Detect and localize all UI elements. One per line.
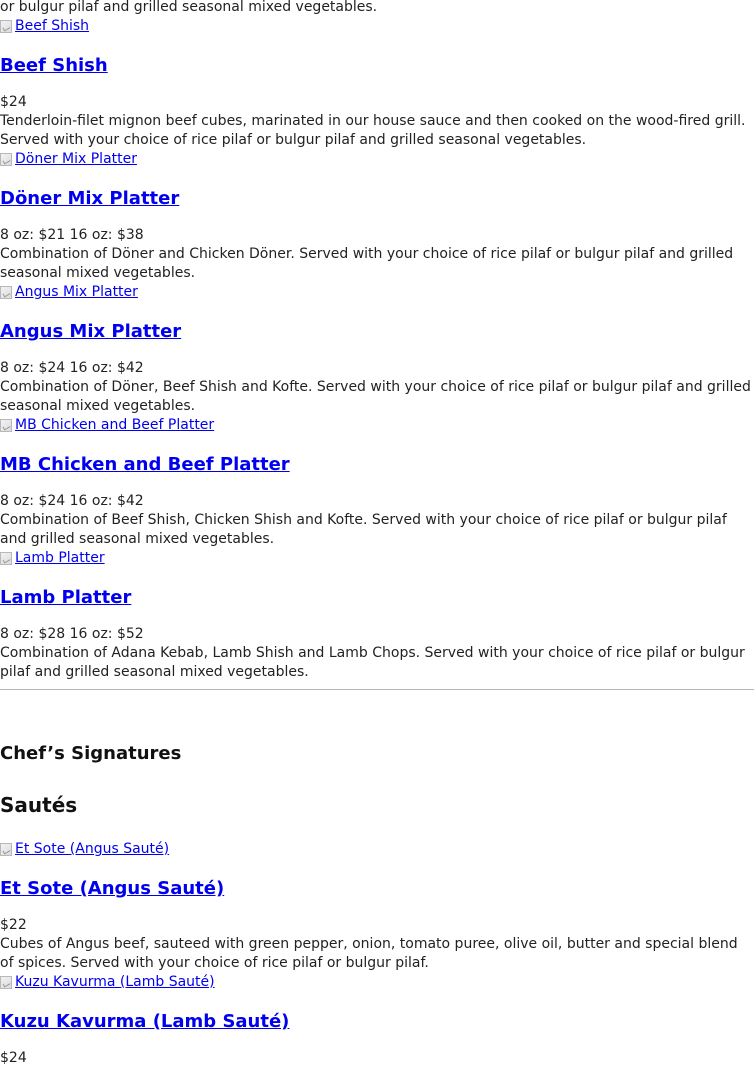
menu-item-description: Cubes of Angus beef, sauteed with green pepper, onion, tomato puree, olive oil, butter and special blend of spices. Served with your choice of rice pilaf or bulgur pilaf. <box>0 936 738 971</box>
image-alt-text: Lamb Platter <box>15 550 105 566</box>
menu-item-angus-mix-platter <box>0 283 754 416</box>
menu-item-lamb-platter <box>0 549 754 682</box>
broken-image-icon <box>0 20 12 33</box>
menu-item-price: 8 oz: $21 16 oz: $38 <box>0 227 144 243</box>
broken-image-icon <box>0 153 12 166</box>
image-alt-text: Beef Shish <box>15 18 90 34</box>
menu-item-price: $22 <box>0 917 27 933</box>
menu-item-title <box>0 877 754 901</box>
menu-item-image-link[interactable] <box>0 840 169 859</box>
section-heading: Chef’s Signatures <box>0 743 182 764</box>
image-alt-text: MB Chicken and Beef Platter <box>15 417 215 433</box>
broken-image-icon <box>0 419 12 432</box>
menu-item-description: Combination of Adana Kebab, Lamb Shish and Lamb Chops. Served with your choice of rice pilaf or bulgur pilaf and grilled seasonal mixed vegetables. <box>0 645 745 680</box>
menu-item-description: Combination of Beef Shish, Chicken Shish and Kofte. Served with your choice of rice pilaf or bulgur pilaf and grilled seasonal mixed vegetables. <box>0 512 727 547</box>
menu-item-title <box>0 187 754 211</box>
menu-item-description: Combination of Döner, Beef Shish and Kofte. Served with your choice of rice pilaf or bulgur pilaf and grilled seasonal mixed vegetables. <box>0 379 751 414</box>
menu-item-price: 8 oz: $28 16 oz: $52 <box>0 626 144 642</box>
previous-item-description: or bulgur pilaf and grilled seasonal mixed vegetables. <box>0 0 378 15</box>
menu-item-doner-mix-platter <box>0 150 754 283</box>
image-alt-text: Döner Mix Platter <box>15 151 138 167</box>
broken-image-icon <box>0 843 12 856</box>
menu-item-beef-shish <box>0 17 754 150</box>
menu-item-description: Tenderloin-filet mignon beef cubes, marinated in our house sauce and then cooked on the wood-fired grill. Served with your choice of rice pilaf or bulgur pilaf and grilled seasonal vegetables. <box>0 113 746 148</box>
menu-item-title-link[interactable]: Lamb Platter <box>0 587 132 608</box>
menu-item-title <box>0 320 754 344</box>
menu-item-price: 8 oz: $24 16 oz: $42 <box>0 360 144 376</box>
menu-item-image-link[interactable] <box>0 283 138 302</box>
image-alt-text: Kuzu Kavurma (Lamb Sauté) <box>15 974 215 990</box>
section-divider <box>0 689 754 690</box>
menu-item-description: Combination of Döner and Chicken Döner. Served with your choice of rice pilaf or bulgur pilaf and grilled seasonal mixed vegetables. <box>0 246 734 281</box>
menu-item-image-link[interactable] <box>0 549 105 568</box>
menu-item-title-link[interactable]: Kuzu Kavurma (Lamb Sauté) <box>0 1011 290 1032</box>
sub-heading: Sautés <box>0 793 78 817</box>
menu-item-title-link[interactable]: Beef Shish <box>0 55 108 76</box>
menu-item-title <box>0 54 754 78</box>
broken-image-icon <box>0 286 12 299</box>
menu-item-mb-chicken-beef-platter <box>0 416 754 549</box>
menu-item-title <box>0 453 754 477</box>
menu-item-price: $24 <box>0 1050 27 1066</box>
menu-item-image-link[interactable] <box>0 416 214 435</box>
image-alt-text: Et Sote (Angus Sauté) <box>15 841 170 857</box>
menu-item-kuzu-kavurma <box>0 973 754 1068</box>
menu-item-price: 8 oz: $24 16 oz: $42 <box>0 493 144 509</box>
broken-image-icon <box>0 552 12 565</box>
broken-image-icon <box>0 976 12 989</box>
image-alt-text: Angus Mix Platter <box>15 284 138 300</box>
menu-item-title-link[interactable]: Et Sote (Angus Sauté) <box>0 878 225 899</box>
menu-item-price: $24 <box>0 94 27 110</box>
menu-item-image-link[interactable] <box>0 150 137 169</box>
menu-item-image-link[interactable] <box>0 17 89 36</box>
menu-item-title-link[interactable]: Angus Mix Platter <box>0 321 182 342</box>
menu-item-image-link[interactable] <box>0 973 215 992</box>
menu-item-title-link[interactable]: MB Chicken and Beef Platter <box>0 454 290 475</box>
menu-item-title-link[interactable]: Döner Mix Platter <box>0 188 180 209</box>
menu-item-title <box>0 1010 754 1034</box>
menu-item-title <box>0 586 754 610</box>
menu-item-et-sote <box>0 840 754 973</box>
